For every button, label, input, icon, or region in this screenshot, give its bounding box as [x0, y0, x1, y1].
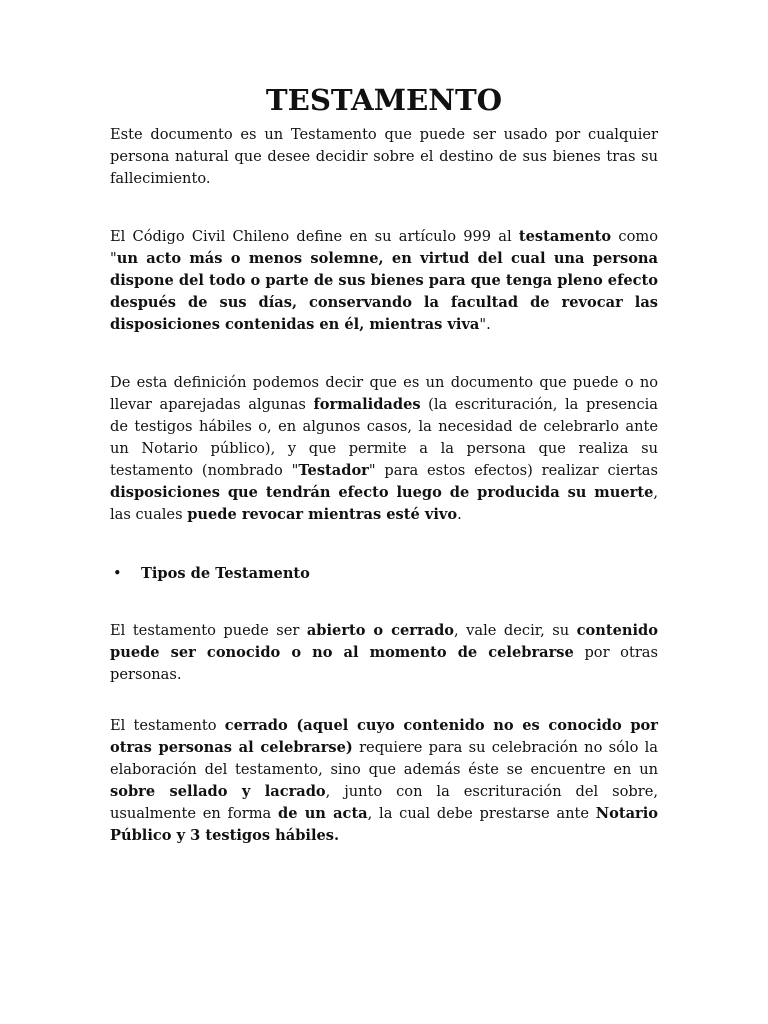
- explanation-bold-formalidades: formalidades: [313, 396, 421, 413]
- explanation-text-4: , las cuales: [110, 484, 658, 523]
- closed-text-4: , la cual debe prestarse ante: [367, 805, 596, 822]
- closed-bold-acta: de un acta: [278, 805, 368, 822]
- explanation-bold-revocar: puede revocar mientras esté vivo: [187, 506, 458, 523]
- intro-paragraph: [110, 124, 658, 190]
- section-heading-tipos: Tipos de Testamento: [141, 565, 310, 582]
- types-text-2: , vale decir, su: [454, 622, 577, 639]
- intro-text: Este documento es un Testamento que puede ser usado por cualquier persona natural que desee decidir sobre el destino de sus bienes tras su fallecimiento.: [110, 126, 658, 187]
- types-bold-contenido: contenido puede ser conocido o no al momento de celebrarse: [110, 622, 658, 661]
- definition-bold-quote: un acto más o menos solemne, en virtud del cual una persona dispone del todo o parte de sus bienes para que tenga pleno efecto después de sus días, conservando la facultad de revocar las disposiciones contenidas en él, mientras viva: [110, 250, 658, 333]
- closed-text-1: El testamento: [110, 717, 225, 734]
- explanation-paragraph: [110, 372, 658, 526]
- definition-text-1: El Código Civil Chileno define en su artículo 999 al: [110, 228, 519, 245]
- types-text-1: El testamento puede ser: [110, 622, 307, 639]
- closed-bold-cerrado: cerrado (aquel cuyo contenido no es conocido por otras personas al celebrarse): [110, 717, 658, 756]
- closed-text-2: requiere para su celebración no sólo la elaboración del testamento, sino que además éste se encuentre en un: [110, 739, 658, 778]
- definition-text-2: como ": [110, 228, 658, 267]
- explanation-text-3: " para estos efectos) realizar ciertas: [368, 462, 658, 479]
- explanation-text-5: .: [457, 506, 462, 523]
- types-bold-abierto: abierto o cerrado: [306, 622, 455, 639]
- closed-bold-notario: Notario Público y 3 testigos hábiles.: [110, 805, 659, 844]
- definition-text-3: ".: [479, 316, 491, 333]
- definition-bold-testamento: testamento: [518, 228, 612, 245]
- types-paragraph: [110, 620, 658, 686]
- explanation-bold-testador: Testador: [298, 462, 369, 479]
- explanation-text-1: De esta definición podemos decir que es un documento que puede o no llevar aparejadas algunas: [110, 374, 658, 413]
- document-title: TESTAMENTO: [265, 83, 503, 117]
- types-text-3: por otras personas.: [110, 644, 658, 683]
- closed-bold-sobre: sobre sellado y lacrado: [110, 783, 326, 800]
- closed-text-3: , junto con la escrituración del sobre, usualmente en forma: [110, 783, 658, 822]
- bullet-marker: •: [113, 565, 122, 582]
- definition-paragraph: [110, 226, 658, 336]
- explanation-text-2: (la escrituración, la presencia de testigos hábiles o, en algunos casos, la necesidad de celebrarlo ante un Notario público), y que permite a la persona que realiza su testamento (nombrado ": [110, 396, 658, 479]
- closed-will-paragraph: [110, 715, 658, 847]
- explanation-bold-disposiciones: disposiciones que tendrán efecto luego de producida su muerte: [110, 484, 654, 501]
